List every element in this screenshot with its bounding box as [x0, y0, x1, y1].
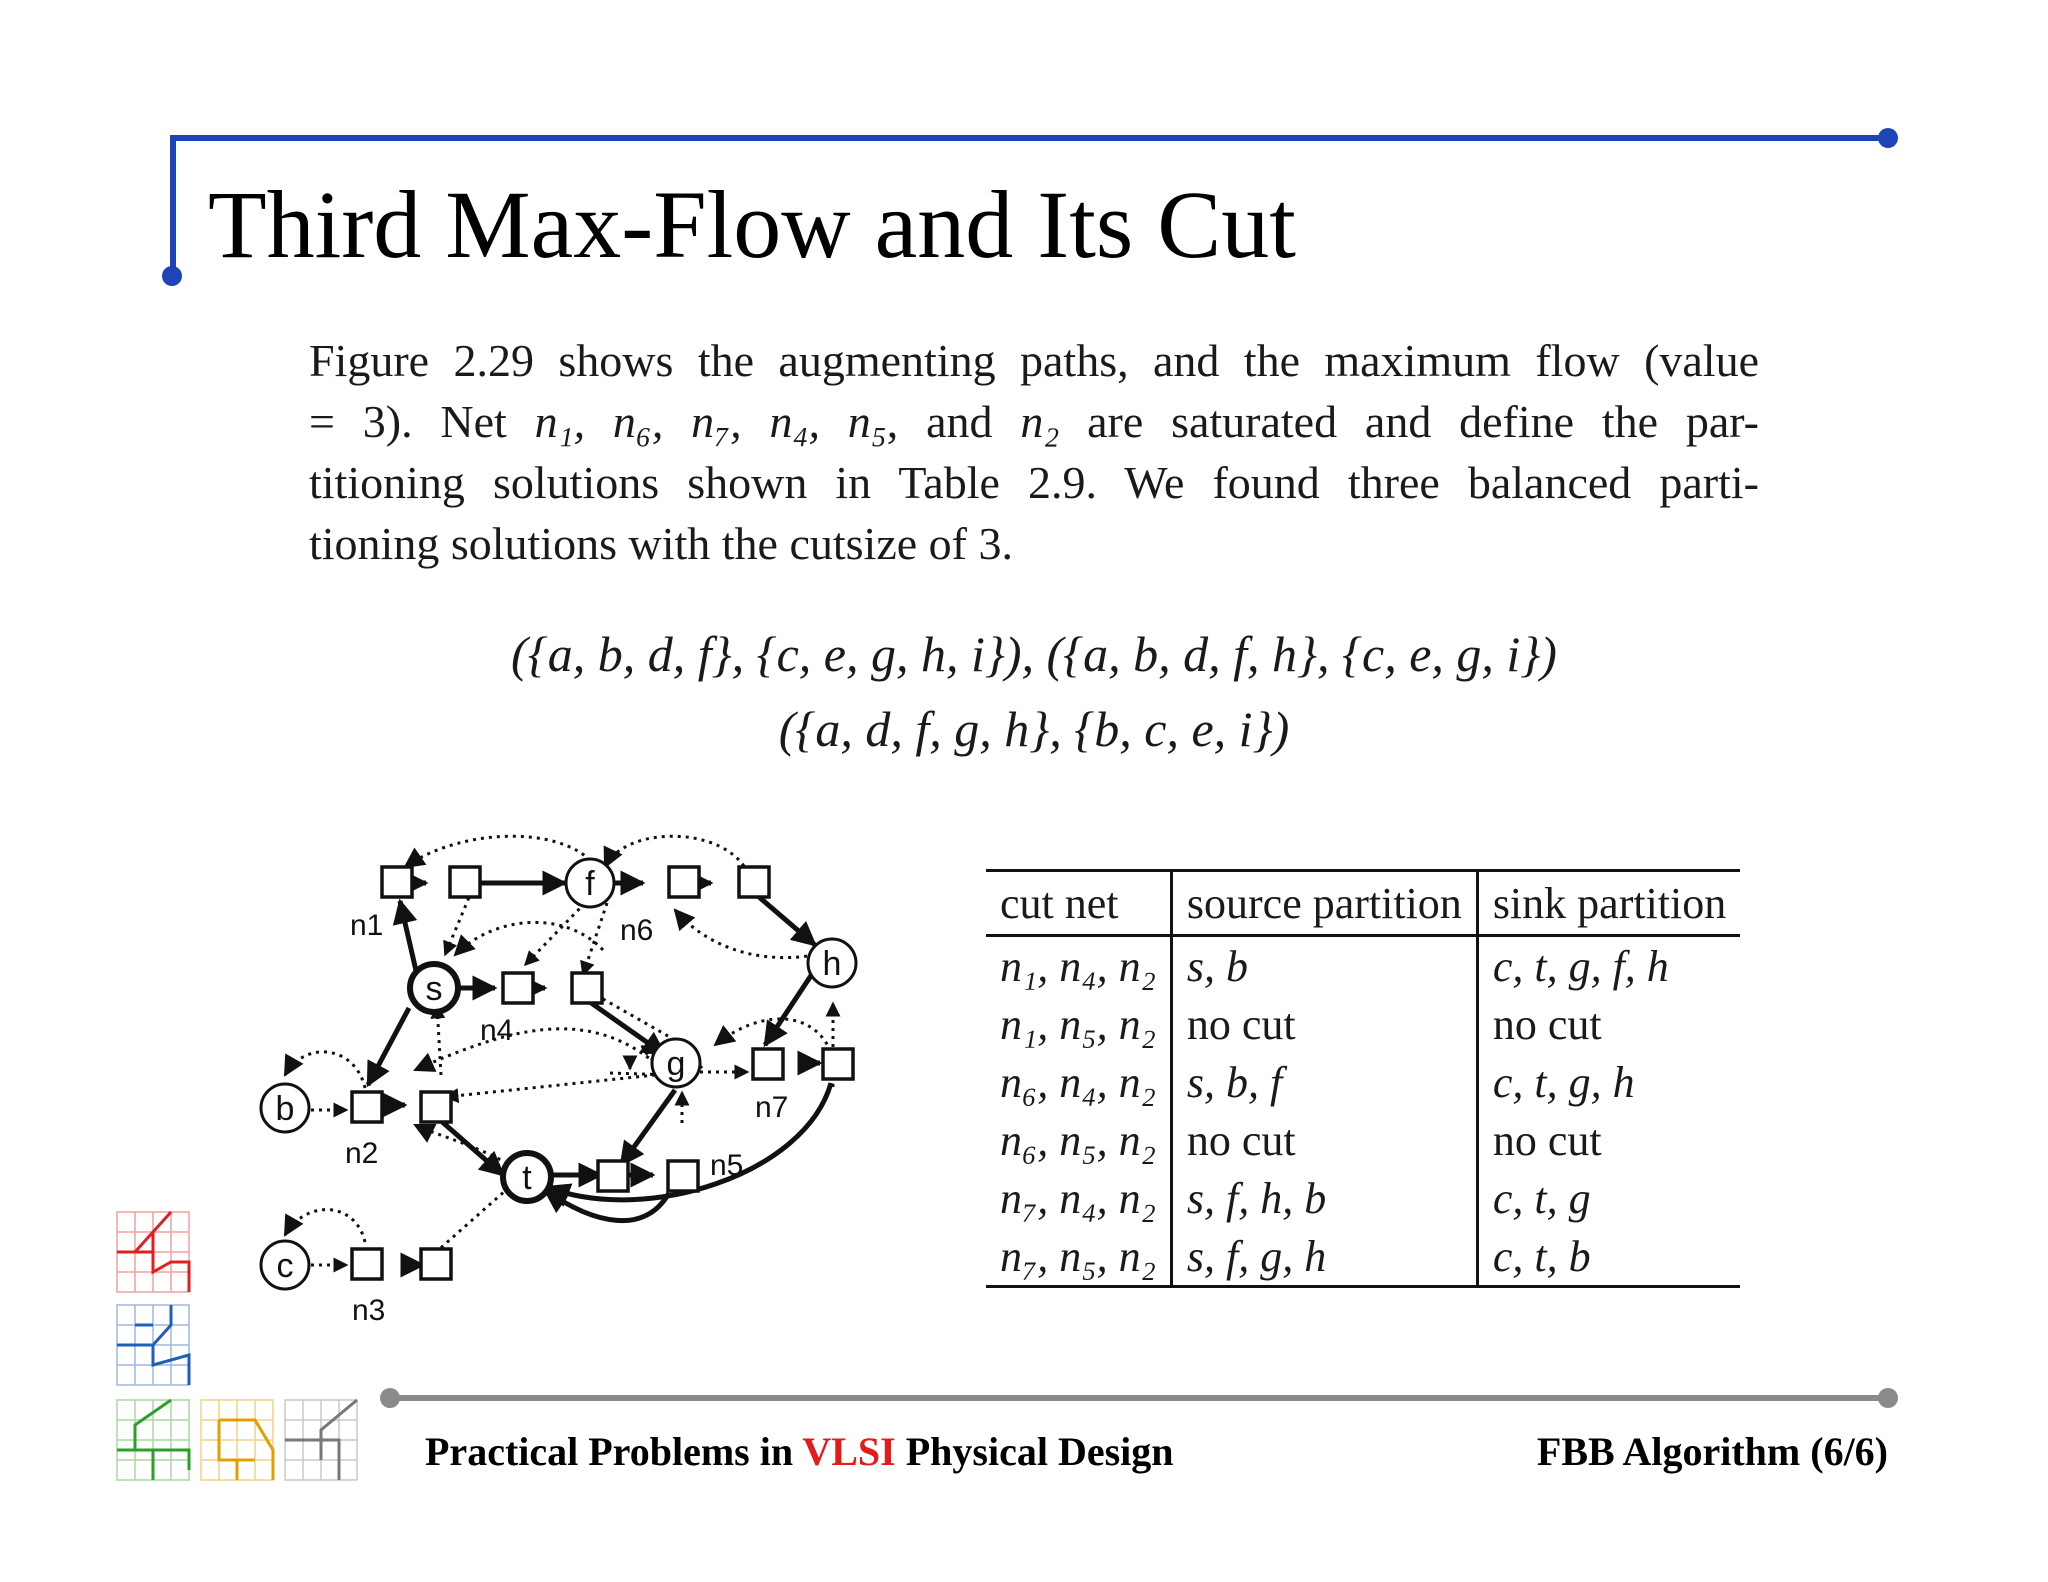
net-box: [668, 1161, 698, 1191]
page-title: Third Max-Flow and Its Cut: [208, 171, 1296, 278]
cut-net-cell: n₁, n₅, n₂: [986, 995, 1171, 1053]
net-box: [598, 1161, 628, 1191]
footer-course-suffix: Physical Design: [895, 1429, 1174, 1474]
solid-edge: [759, 897, 815, 945]
source-partition-cell: s, b, f: [1171, 1053, 1477, 1111]
paragraph-line-1: Figure 2.29 shows the augmenting paths, and the maximum flow (value: [309, 335, 1759, 386]
node-c-label: c: [276, 1247, 294, 1285]
dotted-edge: [445, 1075, 655, 1097]
table-row: [986, 1169, 1740, 1227]
cut-net-cell: n₆, n₄, n₂: [986, 1053, 1171, 1111]
source-partition-cell: s, f, h, b: [1171, 1169, 1477, 1227]
dotted-edge: [285, 1052, 365, 1088]
header-source-partition: source partition: [1171, 871, 1477, 936]
title-frame-left-rule: [170, 135, 176, 275]
footer-rule-dot-left: [380, 1388, 400, 1408]
dotted-edge: [455, 922, 603, 955]
title-frame-top-rule: [170, 135, 1888, 141]
net-box: [753, 1049, 783, 1079]
sink-partition-cell: no cut: [1492, 1115, 1602, 1165]
footer-rule-dot-right: [1878, 1388, 1898, 1408]
paragraph-line-3: titioning solutions shown in Table 2.9. We found three balanced parti-: [309, 457, 1759, 508]
footer-slide-label: FBB Algorithm (6/6): [1536, 1429, 1888, 1474]
dotted-edge: [583, 903, 607, 975]
node-h-label: h: [822, 945, 842, 983]
sink-partition-cell: c, t, g, h: [1492, 1057, 1635, 1107]
net-box: [503, 973, 533, 1003]
net-box: [421, 1249, 451, 1279]
solid-edge: [400, 901, 417, 975]
source-partition-cell: s, b: [1171, 936, 1477, 996]
net-box: [421, 1092, 451, 1122]
dotted-edge: [525, 903, 585, 965]
net-label-n5: n5: [710, 1149, 744, 1182]
table-row: [986, 995, 1740, 1053]
net-label-n6: n6: [620, 914, 654, 947]
paragraph-line-2-text-a: = 3). Net: [309, 396, 535, 447]
footer-course-title: [425, 1428, 1174, 1475]
sink-partition-cell: c, t, g, f, h: [1492, 941, 1669, 991]
net-box: [352, 1092, 382, 1122]
equation-line-2: ({a, d, f, g, h}, {b, c, e, i}): [778, 701, 1290, 757]
net-label-n7: n7: [755, 1091, 789, 1124]
paragraph-line-2-text-c: are saturated and define the par-: [1059, 396, 1759, 447]
net-box: [739, 867, 769, 897]
node-s-label: s: [425, 970, 443, 1008]
table-row: [986, 936, 1740, 996]
node-t-label: t: [522, 1159, 532, 1197]
net-box: [382, 867, 412, 897]
vlsi-grid-logo: [115, 1210, 365, 1490]
sink-partition-cell: c, t, b: [1492, 1231, 1591, 1281]
table-row: [986, 1227, 1740, 1287]
cut-net-cell: n₆, n₅, n₂: [986, 1111, 1171, 1169]
net-label-n1: n1: [350, 909, 384, 942]
dotted-edge: [415, 1029, 655, 1070]
footer-rule: [388, 1395, 1886, 1401]
net-label-n2: n2: [345, 1137, 379, 1170]
node-g-label: g: [666, 1045, 686, 1083]
logo-route-yellow: [219, 1420, 273, 1480]
net-label-n4: n4: [480, 1014, 514, 1047]
equation-line-1: ({a, b, d, f}, {c, e, g, h, i}), ({a, b, d, f, h}, {c, e, g, i}): [511, 626, 1557, 682]
net-label-n3: n3: [352, 1294, 386, 1327]
header-cut-net: cut net: [986, 871, 1171, 936]
sink-partition-cell: c, t, g: [1492, 1173, 1591, 1223]
header-sink-partition: sink partition: [1492, 878, 1727, 928]
sink-partition-cell: no cut: [1492, 999, 1602, 1049]
footer-course-prefix: Practical Problems in: [425, 1429, 803, 1474]
dotted-edge: [675, 910, 815, 958]
net-box: [823, 1049, 853, 1079]
dotted-edge: [437, 1005, 441, 1075]
node-b-label: b: [275, 1090, 295, 1128]
title-frame-dot-left: [162, 266, 182, 286]
source-partition-cell: s, f, g, h: [1171, 1227, 1477, 1287]
paragraph-line-4: tioning solutions with the cutsize of 3.: [309, 518, 1013, 569]
solid-edge: [368, 1008, 409, 1085]
solid-edge: [621, 1090, 675, 1165]
paragraph-line-2-text-b: , and: [886, 396, 1021, 447]
net-box: [450, 867, 480, 897]
cut-net-cell: n₁, n₄, n₂: [986, 936, 1171, 996]
table-row: [986, 1111, 1740, 1169]
source-partition-cell: no cut: [1171, 1111, 1477, 1169]
net-box: [572, 973, 602, 1003]
table-header-row: [986, 871, 1740, 936]
saturated-nets: n₁, n₆, n₇, n₄, n₅: [534, 396, 887, 447]
cut-net-cell: n₇, n₄, n₂: [986, 1169, 1171, 1227]
paragraph-line-2: [309, 391, 1759, 452]
body-paragraph: [309, 330, 1759, 574]
net-box: [669, 867, 699, 897]
table-row: [986, 1053, 1740, 1111]
saturated-net-last: n₂: [1020, 396, 1060, 447]
cut-net-cell: n₇, n₅, n₂: [986, 1227, 1171, 1287]
node-f-label: f: [585, 865, 595, 903]
title-frame-dot-right: [1878, 128, 1898, 148]
solid-edge: [440, 1120, 503, 1175]
partition-table: [986, 869, 1740, 1288]
source-partition-cell: no cut: [1171, 995, 1477, 1053]
footer-course-accent: VLSI: [802, 1429, 896, 1474]
